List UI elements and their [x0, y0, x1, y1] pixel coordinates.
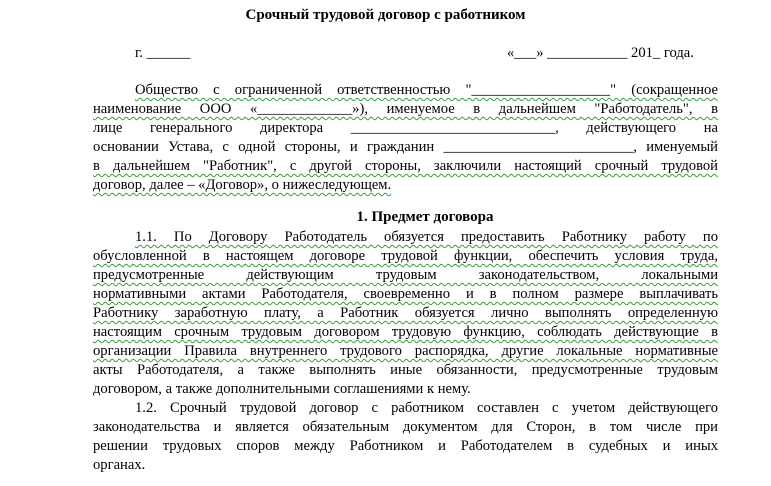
clause-line: обусловленной в настоящем договоре трудовой функции, обеспечить условия труда, — [93, 248, 718, 264]
clause-line: Работнику заработную плату, а Работник обязуется лично выполнять определенную — [93, 305, 718, 321]
clause-line: решении трудовых споров между Работником и Работодателем в судебных и иных — [93, 438, 718, 454]
section-heading: 1. Предмет договора — [356, 209, 494, 225]
clause-line: 1.2. Срочный трудовой договор с работником составлен с учетом действующего — [135, 400, 718, 416]
preamble-line: лице генерального директора ____________________________, действующего на — [93, 120, 718, 136]
clause-line: предусмотренные действующим трудовым законодательством, локальными — [93, 267, 718, 283]
clause-line: законодательства и является обязательным документом для Сторон, в том числе при — [93, 419, 718, 435]
preamble-line: в дальнейшем "Работник", с другой стороны, заключили настоящий срочный трудовой — [93, 158, 718, 174]
preamble-line: Общество с ограниченной ответственностью "___________________" (сокращенное — [135, 82, 718, 98]
clause-line: 1.1. По Договору Работодатель обязуется предоставить Работнику работу по — [135, 229, 718, 245]
date-field: «___» ___________ 201_ года. — [507, 45, 694, 61]
clause-line: договором, а также дополнительными соглашениями к нему. — [93, 381, 471, 397]
city-field: г. ______ — [135, 45, 191, 61]
preamble-line: наименование ООО «_____________»), именуемое в дальнейшем "Работодатель", в — [93, 101, 718, 117]
preamble-line: основании Устава, с одной стороны, и гражданин __________________________, именуемый — [93, 139, 718, 155]
clause-line: нормативными актами Работодателя, своевременно и в полном размере выплачивать — [93, 286, 718, 302]
document-title: Срочный трудовой договор с работником — [245, 7, 526, 23]
clause-line: органах. — [93, 457, 146, 473]
clause-line: акты Работодателя, а также выполнять иные обязанности, предусмотренные трудовым — [93, 362, 718, 378]
clause-line: настоящим срочным трудовым договором трудовую функцию, соблюдать действующие в — [93, 324, 718, 340]
preamble-line: договор, далее – «Договор», о нижеследующем. — [93, 177, 392, 193]
clause-line: организации Правила внутреннего трудового распорядка, другие локальные нормативные — [93, 343, 718, 359]
